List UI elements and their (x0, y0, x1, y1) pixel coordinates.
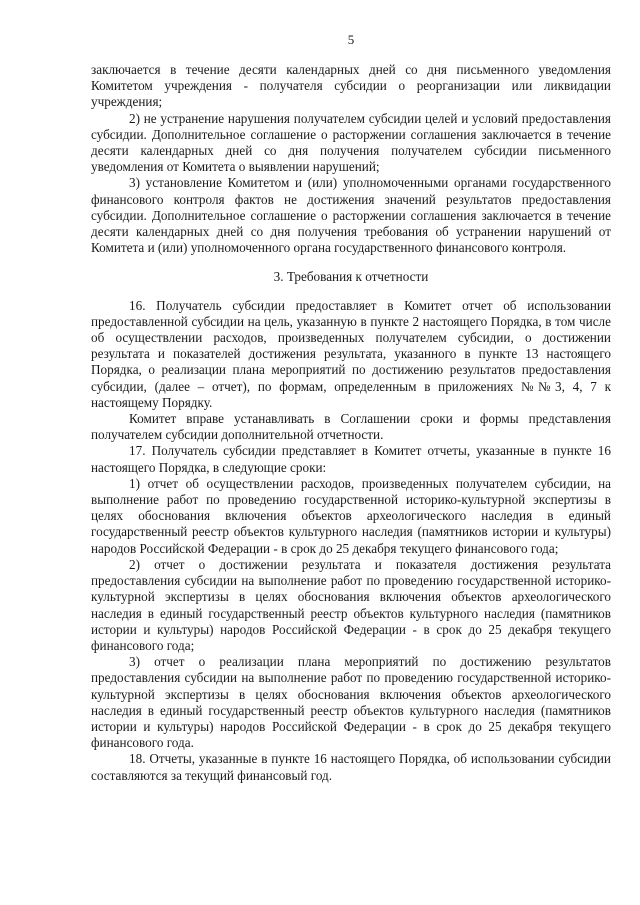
paragraph-18: 18. Отчеты, указанные в пункте 16 настоящего Порядка, об использовании субсидии составляются за текущий финансовый год. (91, 751, 611, 783)
section-heading: 3. Требования к отчетности (273, 269, 429, 285)
paragraph-item-3: 3) установление Комитетом и (или) уполномоченными органами государственного финансового контроля фактов не достижения значений результатов предоставления субсидии. Дополнительное соглашение о расторжении соглашения заключается в течение десяти календарных дней со дня получения требования об устранении нарушений от Комитета и (или) уполномоченного органа государственного финансового контроля. (91, 175, 611, 256)
paragraph-16-additional: Комитет вправе устанавливать в Соглашении сроки и формы представления получателем субсидии дополнительной отчетности. (91, 411, 611, 443)
document-page (91, 32, 611, 784)
paragraph-17: 17. Получатель субсидии представляет в Комитет отчеты, указанные в пункте 16 настоящего Порядка, в следующие сроки: (91, 443, 611, 475)
paragraph-17-item-2: 2) отчет о достижении результата и показателя достижения результата предоставления субсидии на выполнение работ по проведению государственной историко-культурной экспертизы в целях обоснования включения объектов археологического наследия в единый государственный реестр объектов культурного наследия (памятников истории и культуры) народов Российской Федерации - в срок до 25 декабря текущего финансового года; (91, 556, 611, 653)
page-number: 5 (347, 32, 355, 47)
paragraph-item-2: 2) не устранение нарушения получателем субсидии целей и условий предоставления субсидии. Дополнительное соглашение о расторжении соглашения заключается в течение десяти календарных дней со дня получения получателем субсидии письменного уведомления от Комитета о выявлении нарушений; (91, 110, 611, 175)
paragraph-16: 16. Получатель субсидии предоставляет в Комитет отчет об использовании предоставленной субсидии на цель, указанную в пункте 2 настоящего Порядка, в том числе об осуществлении расходов, произведенных получателем субсидии, о достижении результата и показателей достижения результата, указанного в пункте 13 настоящего Порядка, о реализации плана мероприятий по достижению результатов предоставления субсидии, (далее – отчет), по формам, определенным в приложениях №№3, 4, 7 к настоящему Порядку. (91, 297, 611, 410)
paragraph-continuation: заключается в течение десяти календарных дней со дня письменного уведомления Комитетом учреждения - получателя субсидии о реорганизации или ликвидации учреждения; (91, 62, 611, 110)
paragraph-17-item-3: 3) отчет о реализации плана мероприятий по достижению результатов предоставления субсидии на выполнение работ по проведению государственной историко-культурной экспертизы в целях обоснования включения объектов археологического наследия в единый государственный реестр объектов культурного наследия (памятников истории и культуры) народов Российской Федерации - в срок до 25 декабря текущего финансового года. (91, 654, 611, 751)
paragraph-17-item-1: 1) отчет об осуществлении расходов, произведенных получателем субсидии, на выполнение работ по проведению государственной историко-культурной экспертизы в целях обоснования включения объектов археологического наследия в единый государственный реестр объектов культурного наследия (памятников истории и культуры) народов Российской Федерации - в срок до 25 декабря текущего финансового года; (91, 475, 611, 556)
